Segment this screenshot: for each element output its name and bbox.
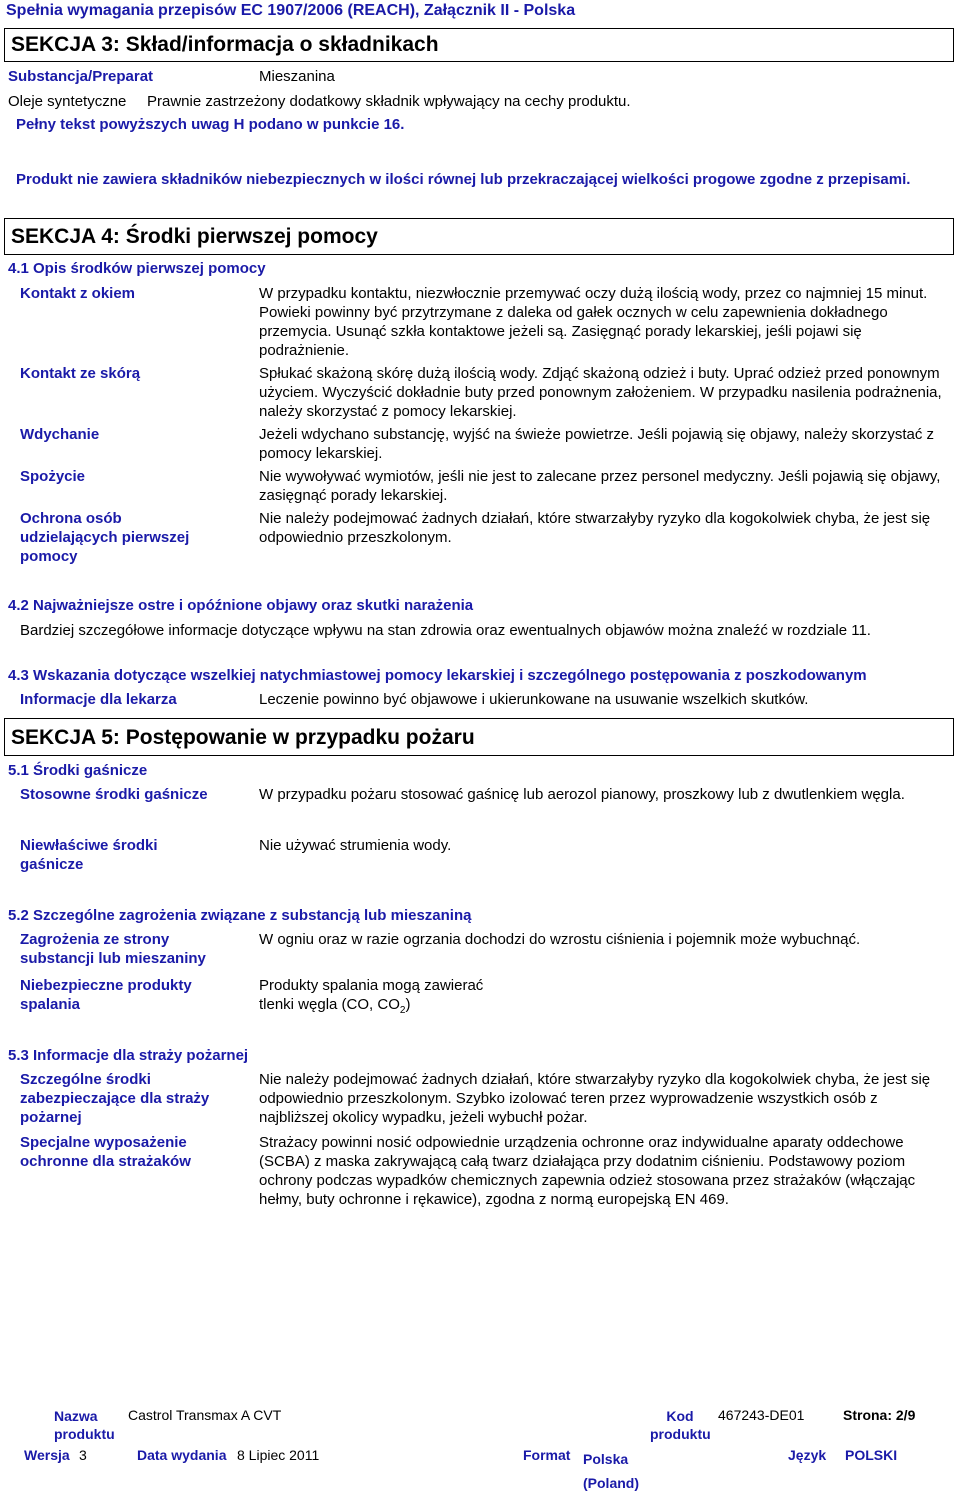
no-hazard-note: Produkt nie zawiera składników niebezpiecznych w ilości równej lub przekraczającej wielkości progowe zgodne z przepisami. — [16, 171, 911, 188]
subsection-4-2: 4.2 Najważniejsze ostre i opóźnione objawy oraz skutki narażenia — [8, 597, 474, 614]
subsection-4-3: 4.3 Wskazania dotyczące wszelkiej natychmiastowej pomocy lekarskiej i szczególnego postępowania z poszkodowanym — [8, 667, 867, 684]
inhalation-label: Wdychanie — [20, 426, 100, 443]
section5-title: SEKCJA 5: Postępowanie w przypadku pożaru — [11, 726, 475, 749]
footer-code-value: 467243-DE01 — [718, 1407, 805, 1423]
eye-contact-label: Kontakt z okiem — [20, 285, 136, 302]
subsection-5-2: 5.2 Szczególne zagrożenia związane z substancją lub mieszaniną — [8, 907, 472, 924]
substance-label: Substancja/Preparat — [8, 68, 154, 85]
subsection-5-1: 5.1 Środki gaśnicze — [8, 762, 148, 779]
footer-name-value: Castrol Transmax A CVT — [128, 1407, 282, 1423]
firefighter-precautions-label: Szczególne środki zabezpieczające dla straży pożarnej — [20, 1071, 210, 1126]
protective-equipment-value: Strażacy powinni nosić odpowiednie urządzenia ochronne oraz indywidualne aparaty oddechowe (SCBA) z maska zakrywającą całą twarz działająca przy dodatnim ciśnieniu. Podstawowy poziom ochrony podczas wypadków chemicznych zapewnia odzież stosowana przez strażaków (włączając hełmy, buty ochronne i rękawice), zgodna z normą europejską EN 469. — [259, 1134, 916, 1208]
substance-hazards-value: W ogniu oraz w razie ogrzania dochodzi do wzrostu ciśnienia i pojemnik może wybuchnąć. — [259, 931, 861, 948]
skin-contact-label: Kontakt ze skórą — [20, 365, 141, 382]
suitable-media-label: Stosowne środki gaśnicze — [20, 786, 208, 803]
full-text-note: Pełny tekst powyższych uwag H podano w punkcie 16. — [16, 116, 405, 133]
footer-name-label: Nazwa produktu — [54, 1408, 115, 1442]
combustion-line-2-text: tlenki węgla (CO, CO — [259, 996, 400, 1013]
skin-contact-value: Spłukać skażoną skórę dużą ilością wody. Zdjąć skażoną odzież i buty. Uprać odzież przed ponownym użyciem. Wyczyścić dokładnie buty przed ponownym założeniem. W przypadku nasilenia podrażnenia, należy skorzystać z pomocy lekarskiej. — [259, 365, 942, 420]
footer-date-value: 8 Lipiec 2011 — [237, 1447, 320, 1463]
footer-language-value: POLSKI — [845, 1447, 898, 1463]
regulation-banner: Spełnia wymagania przepisów EC 1907/2006 (REACH), Załącznik II - Polska — [6, 2, 576, 19]
doctor-info-label: Informacje dla lekarza — [20, 691, 177, 708]
footer-format-value: Polska (Poland) — [583, 1451, 639, 1491]
inhalation-value: Jeżeli wdychano substancję, wyjść na świeże powietrze. Jeśli pojawią się objawy, należy skorzystać z pomocy lekarskiej. — [259, 426, 935, 462]
footer-format-label: Format — [523, 1447, 571, 1463]
footer-code-label: Kod produktu — [650, 1408, 711, 1442]
section4-heading — [4, 218, 954, 255]
section3-heading — [4, 28, 954, 62]
unsuitable-media-label: Niewłaściwe środki gaśnicze — [20, 837, 158, 873]
firefighter-precautions-value: Nie należy podejmować żadnych działań, które stwarzałyby ryzyko dla kogokolwiek chyba, że jest się odpowiednio przeszkolonym. Szybko izolować teren przez wyprowadzenie wszystkich osób z najbliższej okolicy wypadku, jeżeli wybuchł pożar. — [259, 1071, 931, 1126]
subsection-5-3: 5.3 Informacje dla straży pożarnej — [8, 1047, 249, 1064]
combustion-products-label: Niebezpieczne produkty spalania — [20, 977, 192, 1013]
footer-date-label: Data wydania — [137, 1447, 227, 1463]
co2-subscript: 2 — [399, 1005, 406, 1016]
symptoms-text: Bardziej szczegółowe informacje dotyczące wpływu na stan zdrowia oraz ewentualnych objawów można znaleźć w rozdziale 11. — [20, 622, 871, 639]
ingestion-value: Nie wywoływać wymiotów, jeśli nie jest to zalecane przez personel medyczny. Jeśli pojawią się objawy, zasięgnąć porady lekarskiej. — [259, 468, 941, 504]
eye-contact-value: W przypadku kontaktu, niezwłocznie przemywać oczy dużą ilością wody, przez co najmniej 15 minut. Powieki powinny być przytrzymane z daleka od gałek ocznych w celu zapewnienia dokładnego przemycia. Usunąć szkła kontaktowe jeżeli są. Zasięgnąć porady lekarskiej, jeśli pojawi się podrażnienie. — [259, 285, 928, 359]
footer-version-value: 3 — [79, 1447, 87, 1463]
combustion-line-2 — [259, 995, 949, 1020]
doctor-info-value: Leczenie powinno być objawowe i ukierunkowane na usuwanie wszelkich skutków. — [259, 691, 809, 708]
unsuitable-media-value: Nie używać strumienia wody. — [259, 837, 452, 854]
ingestion-label: Spożycie — [20, 468, 86, 485]
footer-version-label: Wersja — [24, 1447, 70, 1463]
footer-page-number: Strona: 2/9 — [843, 1407, 916, 1423]
combustion-products-value — [259, 976, 949, 1020]
protective-equipment-label: Specjalne wyposażenie ochronne dla strażaków — [20, 1134, 191, 1170]
section4-title: SEKCJA 4: Środki pierwszej pomocy — [11, 225, 378, 248]
combustion-line-1: Produkty spalania mogą zawierać — [259, 977, 484, 994]
substance-hazards-label: Zagrożenia ze strony substancji lub mieszaniny — [20, 931, 206, 967]
footer-language-label: Język — [788, 1447, 827, 1463]
first-aider-value: Nie należy podejmować żadnych działań, które stwarzałyby ryzyko dla kogokolwiek chyba, że jest się odpowiednio przeszkolonym. — [259, 510, 931, 546]
section5-heading — [4, 718, 954, 756]
combustion-line-2-close: ) — [405, 996, 411, 1013]
subsection-4-1: 4.1 Opis środków pierwszej pomocy — [8, 260, 266, 277]
first-aider-label: Ochrona osób udzielających pierwszej pomocy — [20, 510, 190, 565]
section3-title: SEKCJA 3: Skład/informacja o składnikach — [11, 33, 439, 56]
oils-label: Oleje syntetyczne — [8, 93, 127, 110]
suitable-media-value: W przypadku pożaru stosować gaśnicę lub aerozol pianowy, proszkowy lub z dwutlenkiem węgla. — [259, 786, 905, 803]
oils-value: Prawnie zastrzeżony dodatkowy składnik wpływający na cechy produktu. — [147, 93, 631, 110]
substance-value: Mieszanina — [259, 68, 335, 85]
